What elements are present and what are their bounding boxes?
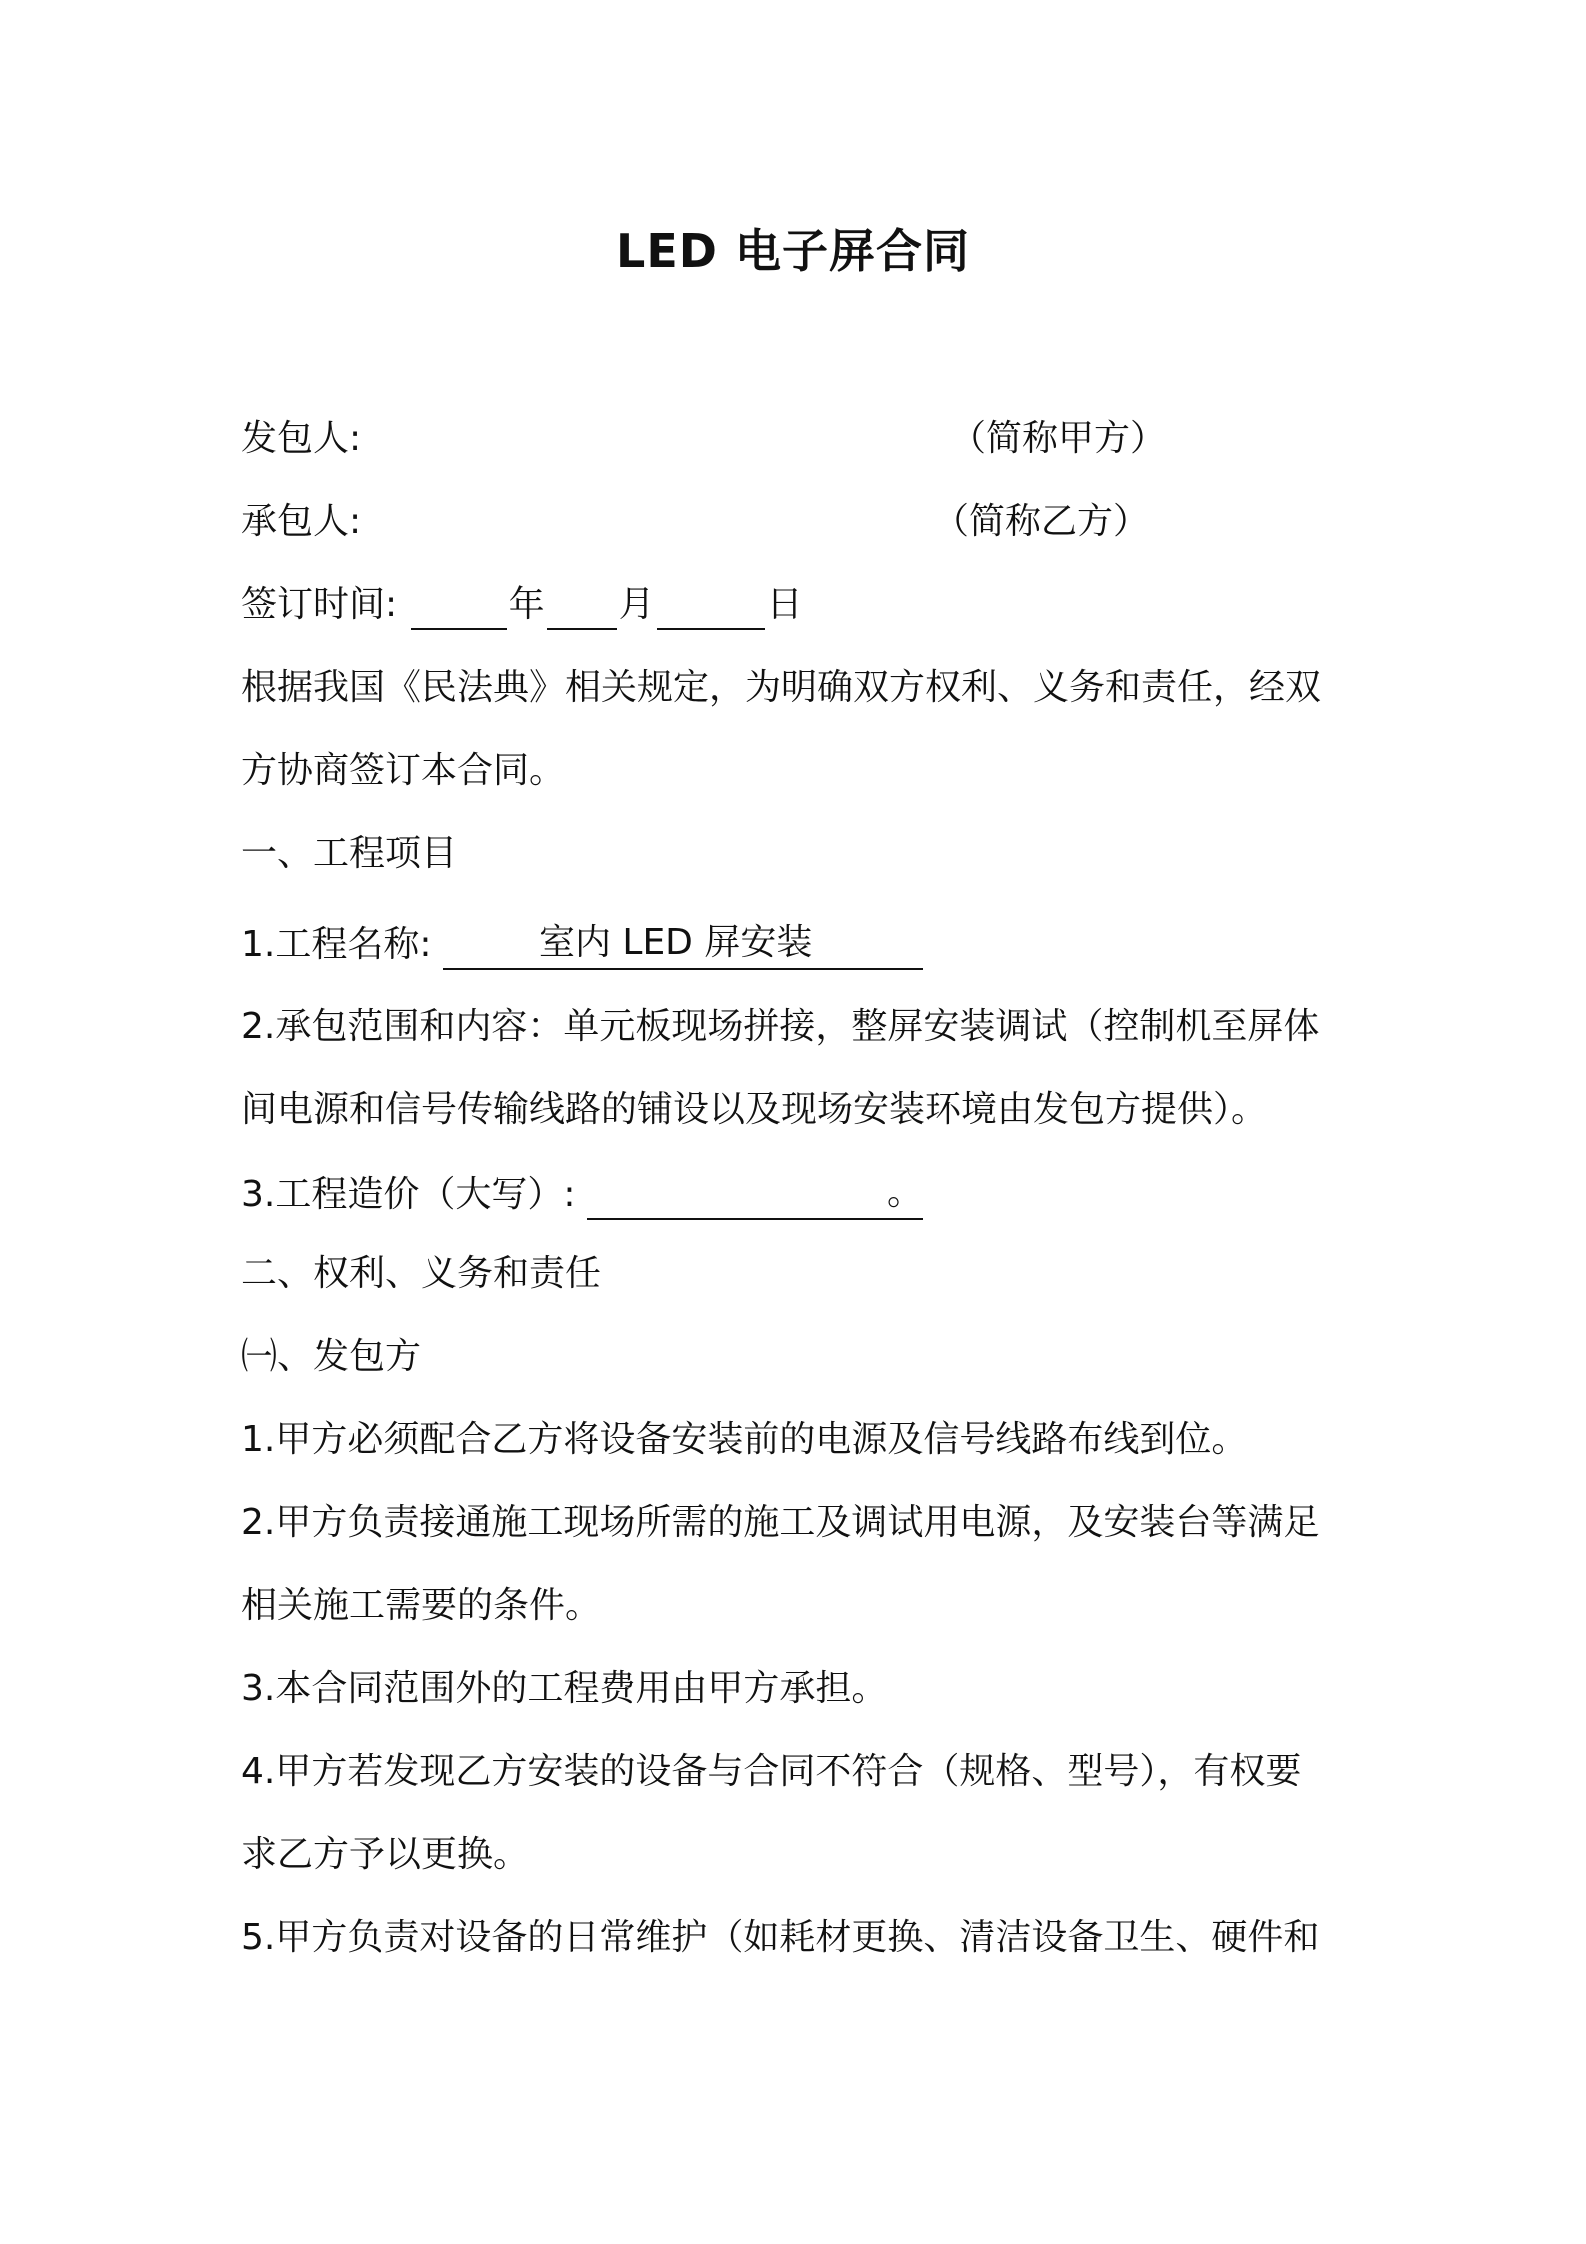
year-label: 年: [508, 584, 545, 625]
sign-time-line: [241, 580, 803, 630]
employer-line: [241, 414, 361, 464]
project-name-field[interactable]: 室内 LED 屏安装: [443, 918, 923, 970]
duty-1: 1.甲方必须配合乙方将设备安装前的电源及信号线路布线到位。: [241, 1419, 1248, 1460]
section-1-heading: 一、工程项目: [241, 833, 458, 874]
document-title: LED 电子屏合同: [616, 224, 970, 278]
duty-3: 3.本合同范围外的工程费用由甲方承担。: [241, 1668, 888, 1709]
project-name-label: 1.工程名称:: [241, 924, 432, 965]
cost-field[interactable]: [587, 1168, 923, 1220]
duty-2-line-2: 相关施工需要的条件。: [241, 1585, 602, 1626]
employer-subheading: ㈠、发包方: [241, 1336, 422, 1377]
duty-2-line-1: 2.甲方负责接通施工现场所需的施工及调试用电源，及安装台等满足: [241, 1502, 1320, 1543]
section-2-heading: 二、权利、义务和责任: [241, 1253, 602, 1294]
employer-label: 发包人:: [241, 418, 362, 459]
scope-line-1: 2.承包范围和内容：单元板现场拼接，整屏安装调试（控制机至屏体: [241, 1006, 1320, 1047]
month-label: 月: [618, 584, 655, 625]
contractor-note: （简称乙方）: [933, 501, 1150, 542]
day-blank[interactable]: [657, 588, 765, 630]
project-name-line: [241, 918, 923, 970]
sign-time-label: 签订时间:: [241, 584, 398, 625]
employer-note: （简称甲方）: [950, 418, 1167, 459]
day-label: 日: [766, 584, 803, 625]
cost-label: 3.工程造价（大写）:: [241, 1174, 576, 1215]
contractor-line: [241, 497, 361, 547]
duty-4-line-1: 4.甲方若发现乙方安装的设备与合同不符合（规格、型号），有权要: [241, 1751, 1302, 1792]
month-blank[interactable]: [547, 588, 617, 630]
intro-line-1: 根据我国《民法典》相关规定，为明确双方权利、义务和责任，经双: [241, 667, 1322, 708]
intro-line-2: 方协商签订本合同。: [241, 750, 566, 791]
cost-line: [241, 1168, 923, 1220]
cost-period: 。: [886, 1172, 923, 1213]
scope-line-2: 间电源和信号传输线路的铺设以及现场安装环境由发包方提供）。: [241, 1089, 1268, 1130]
duty-5-line-1: 5.甲方负责对设备的日常维护（如耗材更换、清洁设备卫生、硬件和: [241, 1917, 1320, 1958]
duty-4-line-2: 求乙方予以更换。: [241, 1834, 530, 1875]
year-blank[interactable]: [411, 588, 507, 630]
contractor-label: 承包人:: [241, 501, 362, 542]
